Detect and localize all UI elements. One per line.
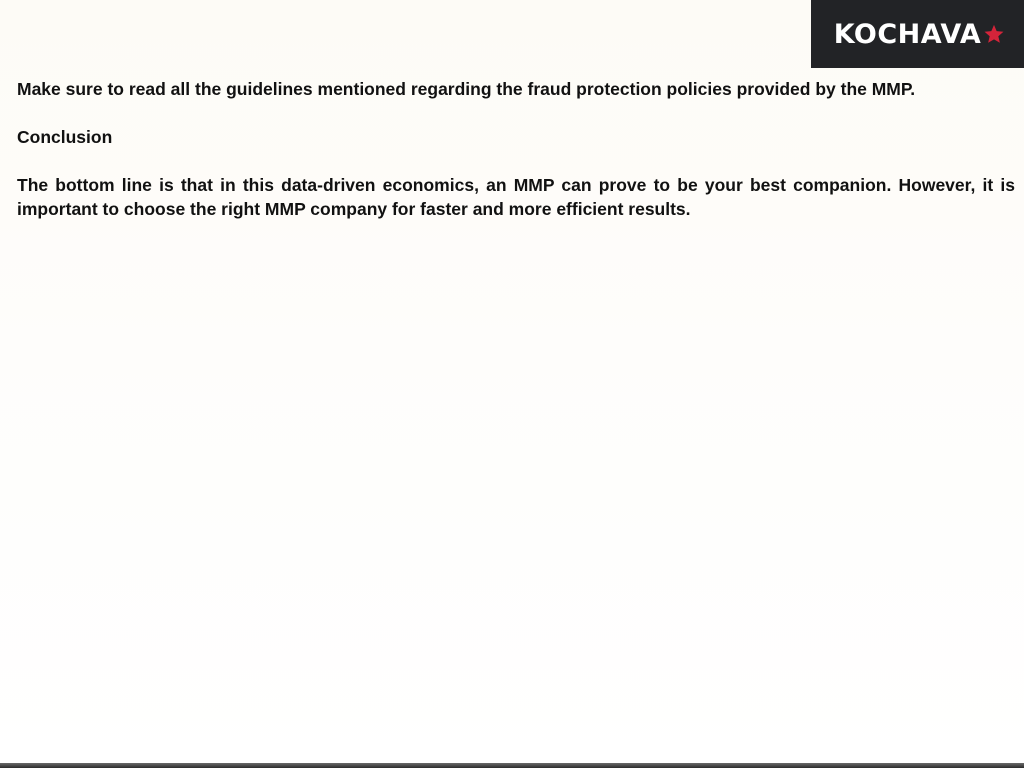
article-body [17,77,1015,245]
star-icon [983,23,1005,45]
bottom-divider [0,763,1024,768]
conclusion-heading: Conclusion [17,127,113,147]
kochava-logo [811,0,1024,68]
conclusion-paragraph: The bottom line is that in this data-driven economics, an MMP can prove to be your best companion. However, it is important to choose the right MMP company for faster and more efficient results. [17,175,1015,219]
intro-paragraph: Make sure to read all the guidelines mentioned regarding the fraud protection policies provided by the MMP. [17,79,916,99]
logo-wordmark: KOCHAVA [833,18,982,50]
